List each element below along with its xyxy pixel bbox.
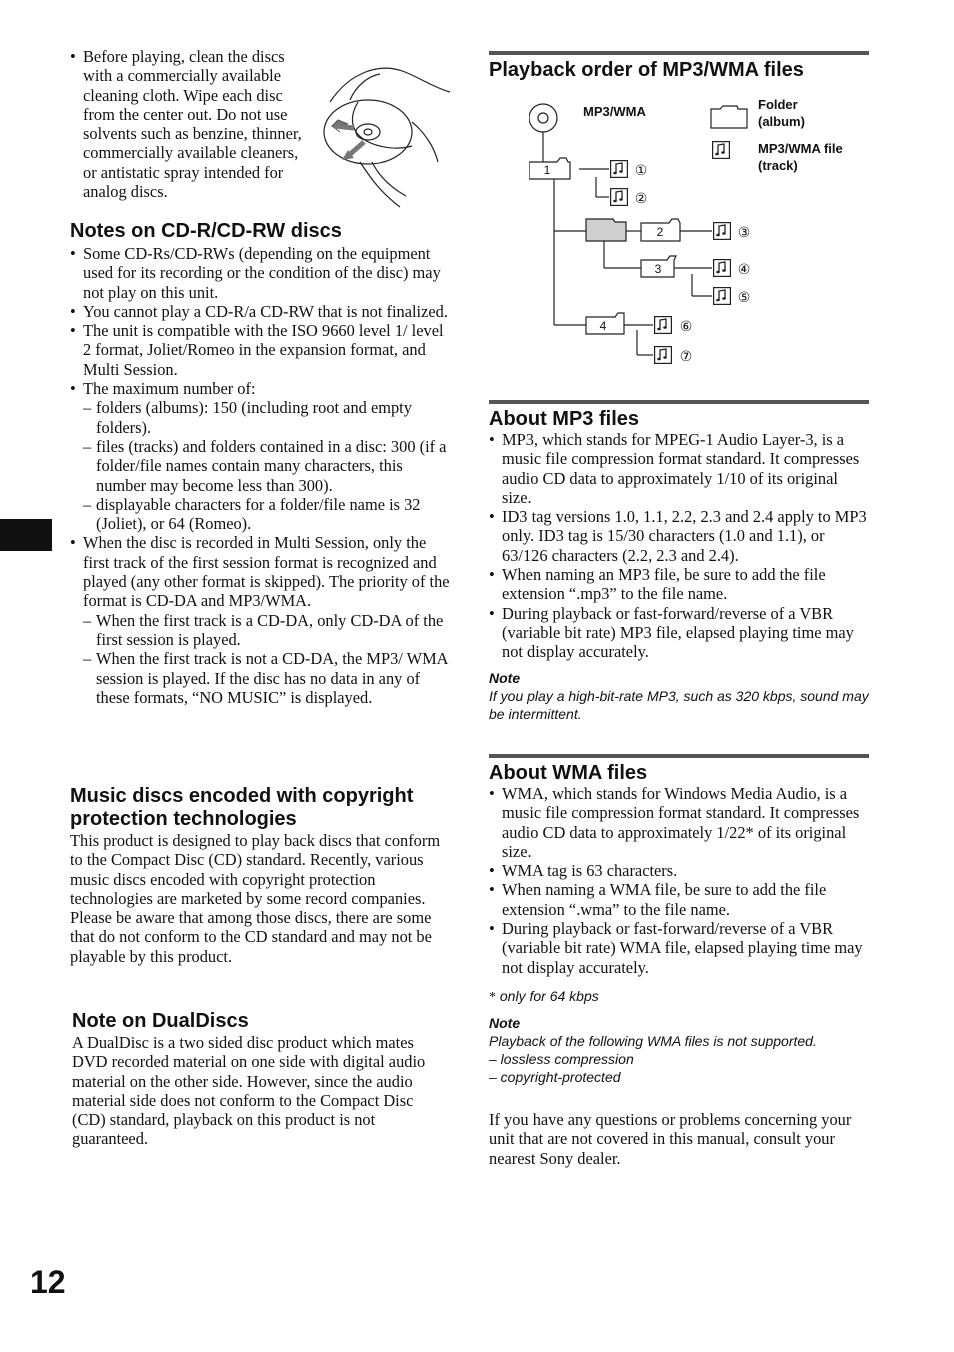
- track-number-6: ⑥: [679, 319, 693, 335]
- track-icon-1: [611, 161, 628, 178]
- copyright-text: This product is designed to play back discs that conform to the Compact Disc (CD) standard. Recently, various music discs encoded with copyright protection technologies are marketed by some record companies. Please be aware that among those discs, there are some that do not conform to the CD standard and may not be playable by this product.: [70, 831, 441, 966]
- disc-outline: [324, 100, 412, 164]
- mp3-heading: About MP3 files: [489, 408, 640, 430]
- folder-label-1: 1: [543, 163, 551, 177]
- wma-note-dash-1: – lossless compression: [489, 1050, 634, 1067]
- legend-disc-label: MP3/WMA: [583, 104, 646, 119]
- section-tab-marker: [0, 519, 52, 551]
- wma-footnote: [489, 987, 869, 1007]
- cdr-dash-5: – When the first track is not a CD-DA, the MP3/ WMA session is played. If the disc has no data in any of these formats, “NO MUSIC” is displayed.: [70, 649, 450, 707]
- cdr-dash-4: – When the first track is a CD-DA, only CD-DA of the first session is played.: [70, 611, 450, 650]
- cdr-heading: Notes on CD-R/CD-RW discs: [70, 220, 342, 242]
- footnote-mark: *: [489, 989, 496, 1005]
- track-icon-2: [611, 189, 628, 206]
- footnote-text: only for 64 kbps: [499, 987, 599, 1004]
- cdr-bullet-5-text: When the disc is recorded in Multi Session, only the first track of the first session format is recognized and played (any other format is skipped). The priority of the format is CD-DA and MP3/WMA.: [83, 533, 450, 611]
- wma-section: [489, 754, 869, 1086]
- track-number-2: ②: [634, 191, 648, 207]
- cdr-dash-1: – folders (albums): 150 (including root and empty folders).: [70, 398, 450, 437]
- legend-track-icon: [713, 142, 730, 159]
- track-number-3: ③: [737, 225, 751, 241]
- wma-bullet-4: • During playback or fast-forward/reverse of a VBR (variable bit rate) WMA file, elapsed playing time may not display accurately.: [489, 919, 869, 977]
- mp3-bullet-3: • When naming an MP3 file, be sure to add the file extension “.mp3” to the file name.: [489, 565, 869, 604]
- dualdisc-text: A DualDisc is a two sided disc product which mates DVD recorded material on one side with digital audio material on the other side. However, since the audio material side does not conform to the Compact Disc (CD) standard, playback on this product is not guaranteed.: [72, 1033, 426, 1149]
- mp3-note-text: If you play a high-bit-rate MP3, such as 320 kbps, sound may be intermittent.: [489, 687, 869, 722]
- cdr-dash-2: – files (tracks) and folders contained in a disc: 300 (if a folder/file names contain many characters, this number may become less than 300).: [70, 437, 450, 495]
- cdr-dash-3: – displayable characters for a folder/file name is 32 (Joliet), or 64 (Romeo).: [70, 495, 450, 534]
- section-rule: [489, 51, 869, 55]
- folder-label-3: 3: [654, 262, 662, 276]
- playback-order-diagram: [529, 96, 869, 376]
- section-rule: [489, 400, 869, 404]
- wma-note-title: Note: [489, 1014, 521, 1031]
- disc-cleaning-illustration: [320, 62, 452, 212]
- track-number-7: ⑦: [679, 349, 693, 365]
- track-number-1: ①: [634, 163, 648, 179]
- empty-folder-icon: [586, 219, 626, 241]
- track-icon-3: [714, 223, 731, 240]
- wma-note-dash-2: – copyright-protected: [489, 1068, 621, 1085]
- cdr-bullet-5: [70, 533, 450, 707]
- cdr-bullet-2: • You cannot play a CD-R/a CD-RW that is not finalized.: [70, 302, 450, 321]
- legend-folder-label-2: (album): [758, 114, 805, 129]
- mp3-bullet-2: • ID3 tag versions 1.0, 1.1, 2.2, 2.3 and 2.4 apply to MP3 only. ID3 tag is 15/30 characters (1.0 and 1.1), or 63/126 characters (2.2, 2.3 and 2.4).: [489, 507, 869, 565]
- playback-order-heading: Playback order of MP3/WMA files: [489, 59, 804, 81]
- playback-order-section: [489, 51, 869, 82]
- closing-paragraph: If you have any questions or problems concerning your unit that are not covered in this manual, consult your nearest Sony dealer.: [489, 1110, 852, 1168]
- track-icon-7: [655, 347, 672, 364]
- page-number: 12: [30, 1264, 66, 1300]
- intro-bullet: • Before playing, clean the discs with a commercially available cleaning cloth. Wipe each disc from the center out. Do not use solvents such as benzine, thinner, commercially available cleaners, or antistatic spray intended for analog discs.: [70, 47, 315, 201]
- mp3-bullet-1: • MP3, which stands for MPEG-1 Audio Layer-3, is a music file compression format standard. It compresses audio CD data to approximately 1/10 of its original size.: [489, 430, 869, 507]
- folder-label-4: 4: [599, 319, 607, 333]
- cdr-bullet-3: • The unit is compatible with the ISO 9660 level 1/ level 2 format, Joliet/Romeo in the expansion format, and Multi Session.: [70, 321, 450, 379]
- mp3-note-title: Note: [489, 669, 521, 686]
- legend-folder-label-1: Folder: [758, 97, 798, 112]
- cdr-bullet-1: • Some CD-Rs/CD-RWs (depending on the equipment used for its recording or the condition of the disc) may not play on this unit.: [70, 244, 450, 302]
- track-icon-6: [655, 317, 672, 334]
- intro-section: [70, 47, 315, 201]
- wma-bullet-2: • WMA tag is 63 characters.: [489, 861, 869, 880]
- dualdisc-heading: Note on DualDiscs: [72, 1010, 249, 1032]
- folder-label-2: 2: [656, 225, 664, 239]
- track-number-5: ⑤: [737, 290, 751, 306]
- cdr-section: [70, 220, 450, 707]
- legend-file-label-2: (track): [758, 158, 798, 173]
- wma-note-text: Playback of the following WMA files is not supported.: [489, 1032, 817, 1049]
- cdr-bullet-4: [70, 379, 450, 533]
- wma-bullet-3: • When naming a WMA file, be sure to add the file extension “.wma” to the file name.: [489, 880, 869, 919]
- copyright-heading: Music discs encoded with copyright protection technologies: [70, 785, 414, 830]
- track-icon-5: [714, 288, 731, 305]
- track-number-4: ④: [737, 262, 751, 278]
- cdr-bullet-4-text: The maximum number of:: [83, 379, 256, 399]
- mp3-section: [489, 400, 869, 723]
- copyright-section: [70, 785, 450, 966]
- track-icon-4: [714, 260, 731, 277]
- disc-icon: [529, 104, 557, 132]
- wma-bullet-1: • WMA, which stands for Windows Media Audio, is a music file compression format standard. It compresses audio CD data to approximately 1/22* of its original size.: [489, 784, 869, 861]
- legend-folder-icon: [711, 106, 747, 128]
- dualdisc-section: [72, 1010, 448, 1149]
- section-rule: [489, 754, 869, 758]
- mp3-bullet-4: • During playback or fast-forward/reverse of a VBR (variable bit rate) MP3 file, elapsed playing time may not display accurately.: [489, 604, 869, 662]
- wma-heading: About WMA files: [489, 762, 648, 784]
- legend-file-label-1: MP3/WMA file: [758, 141, 843, 156]
- hand-outline-top: [330, 68, 450, 102]
